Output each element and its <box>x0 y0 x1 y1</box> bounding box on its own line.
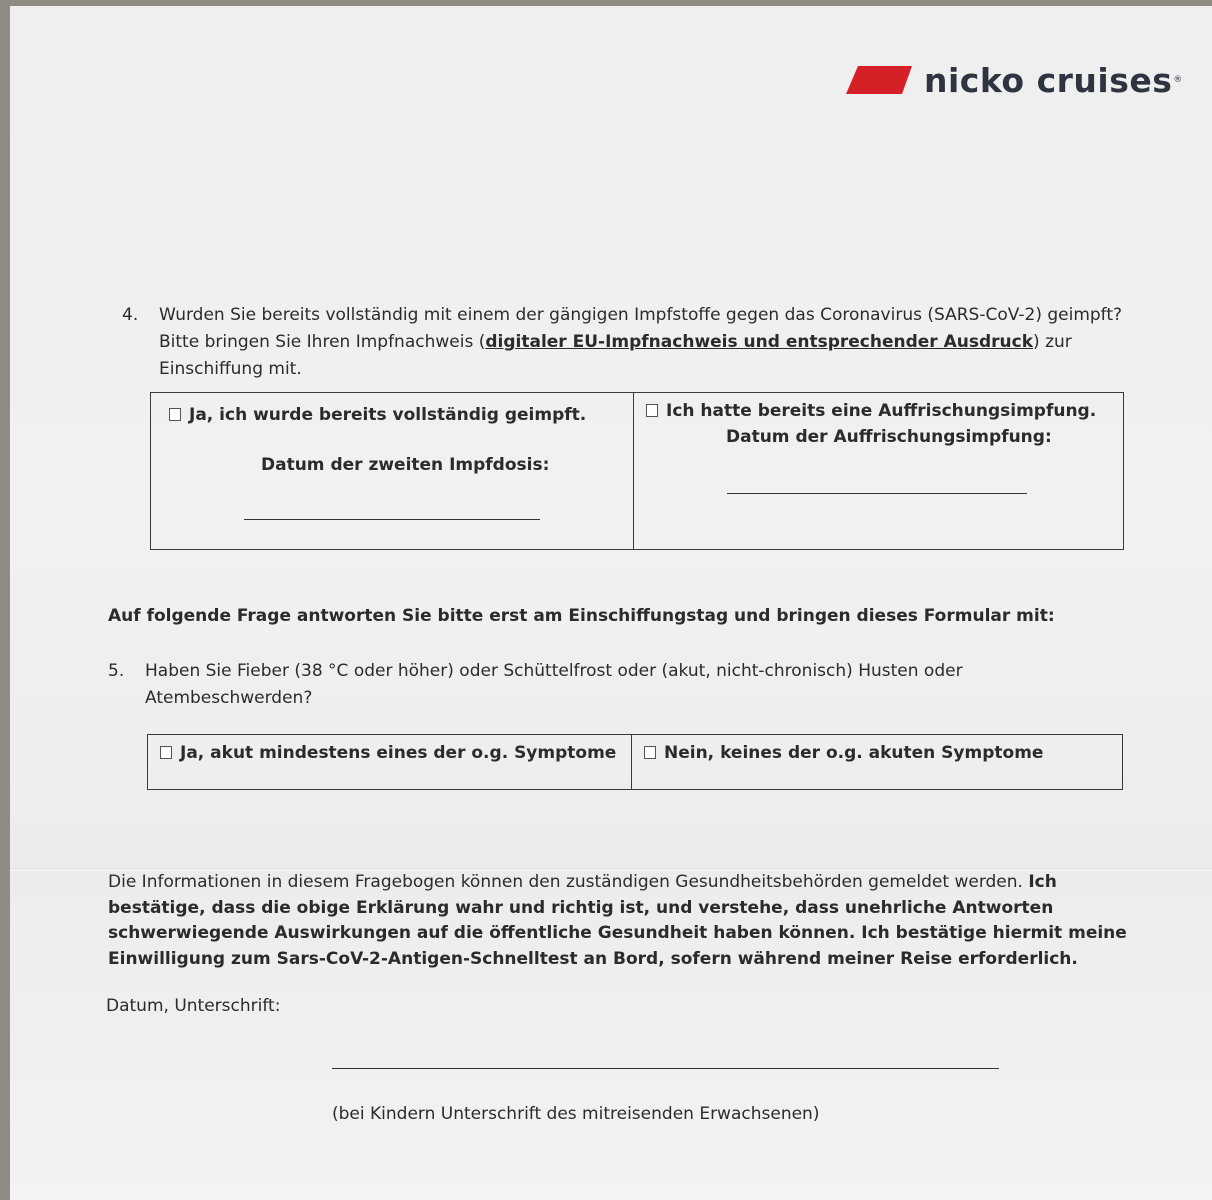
question-5-number: 5. <box>108 661 125 681</box>
symptoms-no-label: Nein, keines der o.g. akuten Symptome <box>664 743 1044 763</box>
second-dose-date-field[interactable] <box>244 519 540 520</box>
signature-label: Datum, Unterschrift: <box>106 996 281 1016</box>
booster-date-label: Datum der Auffrischungsimpfung: <box>726 427 1052 447</box>
brand-registered-mark: ® <box>1173 75 1183 85</box>
instruction-text: Auf folgende Frage antworten Sie bitte erst am Einschiffungstag und bringen dieses Formular mit: <box>108 606 1055 626</box>
question-4-answer-table <box>150 392 1124 550</box>
symptoms-yes-label: Ja, akut mindestens eines der o.g. Symptome <box>180 743 617 763</box>
question-4-number: 4. <box>122 305 139 325</box>
symptoms-yes-checkbox[interactable] <box>160 746 172 759</box>
booster-checkbox[interactable] <box>646 404 658 417</box>
declaration-text: Die Informationen in diesem Fragebogen können den zuständigen Gesundheitsbehörden gemeldet werden. Ich bestätige, dass die obige Erklärung wahr und richtig ist, und verstehe, dass unehrliche Antworten schwerwiegende Auswirkungen auf die öffentliche Gesundheit haben können. Ich bestätige hiermit meine Einwilligung zum Sars-CoV-2-Antigen-Schnelltest an Bord, sofern während meiner Reise erforderlich. <box>108 872 1127 969</box>
symptoms-no-cell <box>632 735 1123 790</box>
brand-name: nicko cruises <box>924 60 1173 100</box>
booster-label: Ich hatte bereits eine Auffrischungsimpfung. <box>666 401 1097 421</box>
booster-date-field[interactable] <box>727 493 1027 494</box>
vaccination-proof-link: digitaler EU-Impfnachweis und entsprechender Ausdruck <box>485 332 1034 352</box>
symptoms-no-checkbox[interactable] <box>644 746 656 759</box>
brand-stripe-icon <box>846 66 912 94</box>
question-5 <box>108 658 1008 712</box>
vaccinated-checkbox[interactable] <box>169 408 181 421</box>
booster-cell <box>634 393 1124 550</box>
signature-field[interactable] <box>332 1068 999 1069</box>
question-5-text: Haben Sie Fieber (38 °C oder höher) oder Schüttelfrost oder (akut, nicht-chronisch) Husten oder Atembeschwerden? <box>145 661 963 708</box>
second-dose-date-label: Datum der zweiten Impfdosis: <box>261 455 550 475</box>
symptoms-yes-cell <box>148 735 632 790</box>
signature-note: (bei Kindern Unterschrift des mitreisenden Erwachsenen) <box>332 1104 820 1124</box>
form-page <box>10 6 1212 1200</box>
brand-logo <box>846 58 1182 102</box>
vaccinated-cell <box>151 393 634 550</box>
question-4-text: Wurden Sie bereits vollständig mit einem der gängigen Impfstoffe gegen das Coronavirus (SARS-CoV-2) geimpft? Bitte bringen Sie Ihren Impfnachweis (digitaler EU-Impfnachweis und entsprechender Ausdruck) zur Einschiffung mit. <box>159 305 1123 379</box>
vaccinated-label: Ja, ich wurde bereits vollständig geimpft. <box>189 405 587 425</box>
question-4 <box>122 302 1142 383</box>
question-5-answer-table <box>147 734 1123 790</box>
declaration-consent: Ich bestätige, dass die obige Erklärung wahr und richtig ist, und verstehe, dass unehrliche Antworten schwerwiegende Auswirkungen auf die öffentliche Gesundheit haben können. Ich bestätige hiermit meine Einwilligung zum Sars-CoV-2-Antigen-Schnelltest an Bord, sofern während meiner Reise erforderlich. <box>108 872 1127 969</box>
